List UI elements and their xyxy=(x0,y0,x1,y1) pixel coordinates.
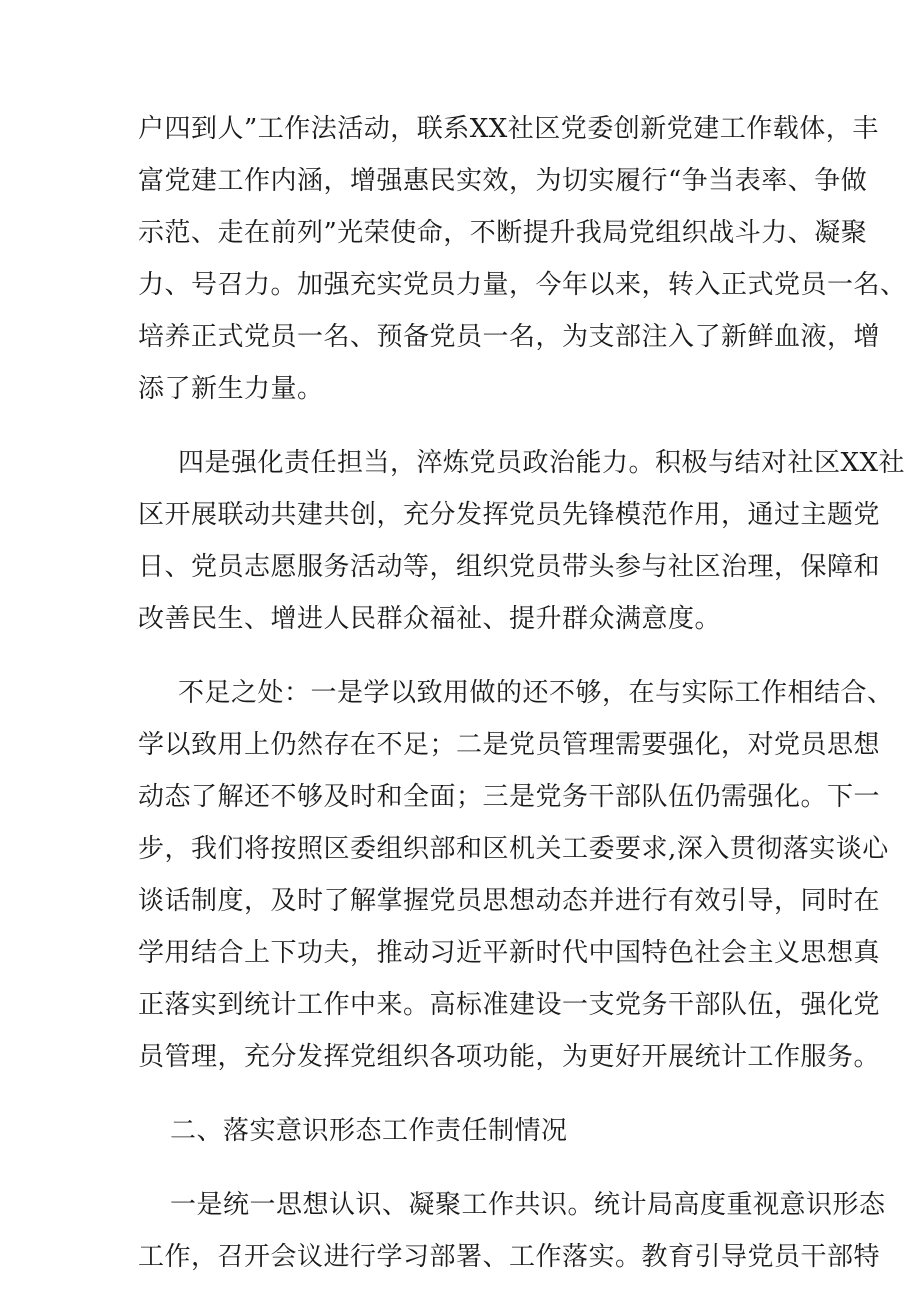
text-line: 力、号召力。加强充实党员力量，今年以来，转入正式党员一名、 xyxy=(138,270,907,300)
paragraph-first-line: 一是统一思想认识、凝聚工作共识。统计局高度重视意识形态 xyxy=(170,1190,886,1220)
text-line: 学以致用上仍然存在不足；二是党员管理需要强化，对党员思想 xyxy=(138,730,881,760)
text-line: 示范、走在前列”光荣使命，不断提升我局党组织战斗力、凝聚 xyxy=(138,218,868,248)
text-line: 学用结合上下功夫，推动习近平新时代中国特色社会主义思想真 xyxy=(138,938,881,968)
text-line: 改善民生、增进人民群众福祉、提升群众满意度。 xyxy=(138,604,722,634)
paragraph-first-line: 不足之处：一是学以致用做的还不够，在与实际工作相结合、 xyxy=(178,678,894,708)
text-line: 谈话制度，及时了解掌握党员思想动态并进行有效引导，同时在 xyxy=(138,886,881,916)
text-line: 户四到人”工作法活动，联系XX社区党委创新党建工作载体，丰 xyxy=(138,114,879,144)
text-line: 工作，召开会议进行学习部署、工作落实。教育引导党员干部特 xyxy=(138,1242,881,1272)
paragraph-first-line: 四是强化责任担当，淬炼党员政治能力。积极与结对社区XX社 xyxy=(178,448,906,478)
text-line: 动态了解还不够及时和全面；三是党务干部队伍仍需强化。下一 xyxy=(138,782,881,812)
text-line: 正落实到统计工作中来。高标准建设一支党务干部队伍，强化党 xyxy=(138,990,881,1020)
text-line: 培养正式党员一名、预备党员一名，为支部注入了新鲜血液，增 xyxy=(138,322,881,352)
text-line: 步，我们将按照区委组织部和区机关工委要求,深入贯彻落实谈心 xyxy=(138,834,889,864)
text-line: 区开展联动共建共创，充分发挥党员先锋模范作用，通过主题党 xyxy=(138,500,881,530)
section-heading: 二、落实意识形态工作责任制情况 xyxy=(170,1116,568,1146)
text-line: 添了新生力量。 xyxy=(138,374,324,404)
text-line: 日、党员志愿服务活动等，组织党员带头参与社区治理，保障和 xyxy=(138,552,881,582)
text-line: 员管理，充分发挥党组织各项功能，为更好开展统计工作服务。 xyxy=(138,1042,881,1072)
text-line: 富党建工作内涵，增强惠民实效，为切实履行“争当表率、争做 xyxy=(138,166,868,196)
